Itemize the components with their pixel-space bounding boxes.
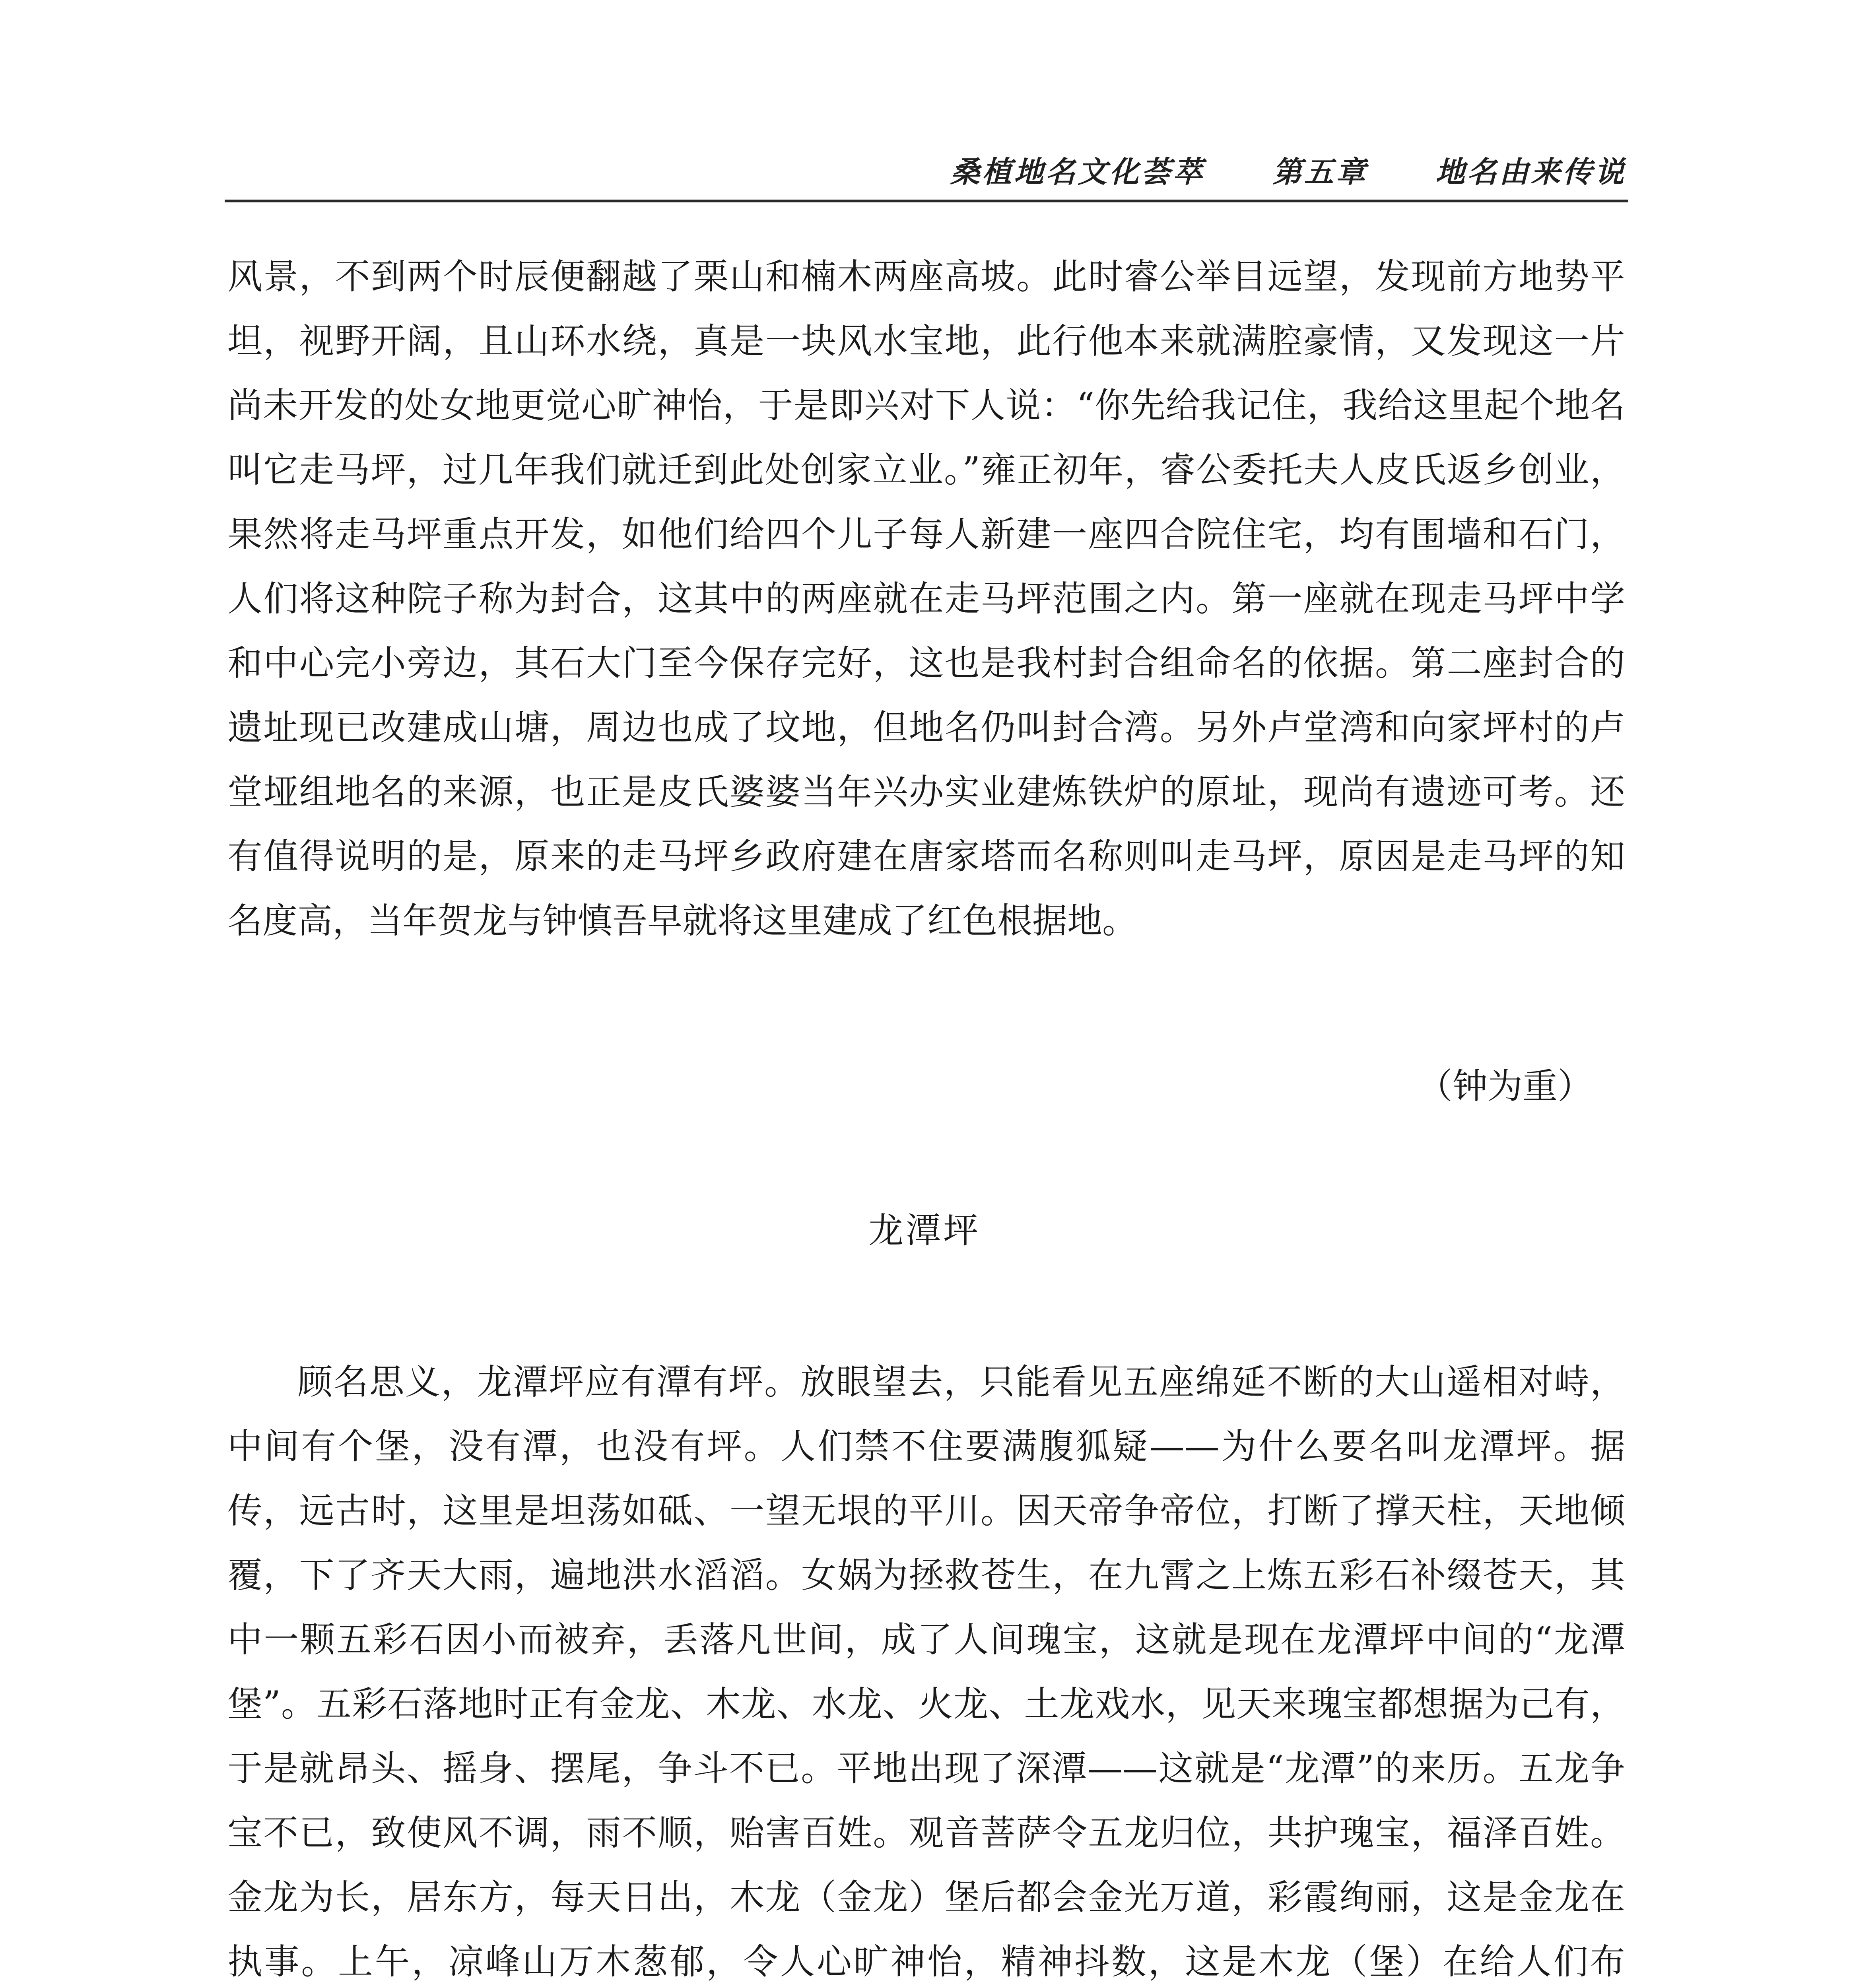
header-chapter: 第五章	[1272, 155, 1368, 189]
continued-paragraph: 风景，不到两个时辰便翻越了栗山和楠木两座高坡。此时睿公举目远望，发现前方地势平坦，视野开阔，且山环水绕，真是一块风水宝地，此行他本来就满腔豪情，又发现这一片尚未开发的处女地更觉心旷神怡，于是即兴对下人说：“你先给我记住，我给这里起个地名叫它走马坪，过几年我们就迁到此处创家立业。”雍正初年，睿公委托夫人皮氏返乡创业，果然将走马坪重点开发，如他们给四个儿子每人新建一座四合院住宅，均有围墙和石门，人们将这种院子称为封合，这其中的两座就在走马坪范围之内。第一座就在现走马坪中学和中心完小旁边，其石大门至今保存完好，这也是我村封合组命名的依据。第二座封合的遗址现已改建成山塘，周边也成了坟地，但地名仍叫封合湾。另外卢堂湾和向家坪村的卢堂垭组地名的来源，也正是皮氏婆婆当年兴办实业建炼铁炉的原址，现尚有遗迹可考。还有值得说明的是，原来的走马坪乡政府建在唐家塔而名称则叫走马坪，原因是走马坪的知名度高，当年贺龙与钟慎吾早就将这里建成了红色根据地。	[227, 256, 1625, 941]
section-title: 龙潭坪	[868, 1210, 981, 1251]
header-book-title: 桑植地名文化荟萃	[950, 155, 1205, 189]
header-rule	[225, 200, 1628, 202]
header-chapter-title: 地名由来传说	[1435, 155, 1626, 189]
section-paragraph: 顾名思义，龙潭坪应有潭有坪。放眼望去，只能看见五座绵延不断的大山遥相对峙，中间有个堡，没有潭，也没有坪。人们禁不住要满腹狐疑——为什么要名叫龙潭坪。据传，远古时，这里是坦荡如砥、一望无垠的平川。因天帝争帝位，打断了撑天柱，天地倾覆，下了齐天大雨，遍地洪水滔滔。女娲为拯救苍生，在九霄之上炼五彩石补缀苍天，其中一颗五彩石因小而被弃，丢落凡世间，成了人间瑰宝，这就是现在龙潭坪中间的“龙潭堡”。五彩石落地时正有金龙、木龙、水龙、火龙、土龙戏水，见天来瑰宝都想据为己有，于是就昂头、摇身、摆尾，争斗不已。平地出现了深潭——这就是“龙潭”的来历。五龙争宝不已，致使风不调，雨不顺，贻害百姓。观音菩萨令五龙归位，共护瑰宝，福泽百姓。金龙为长，居东方，每天日出，木龙（金龙）堡后都会金光万道，彩霞绚丽，这是金龙在执事。上午，凉峰山万木葱郁，令人心旷神怡，精神抖数，这是木龙（堡）在给人们布	[227, 1361, 1625, 1982]
running-header	[950, 143, 1626, 191]
author-attribution: （钟为重）	[1417, 1066, 1593, 1107]
